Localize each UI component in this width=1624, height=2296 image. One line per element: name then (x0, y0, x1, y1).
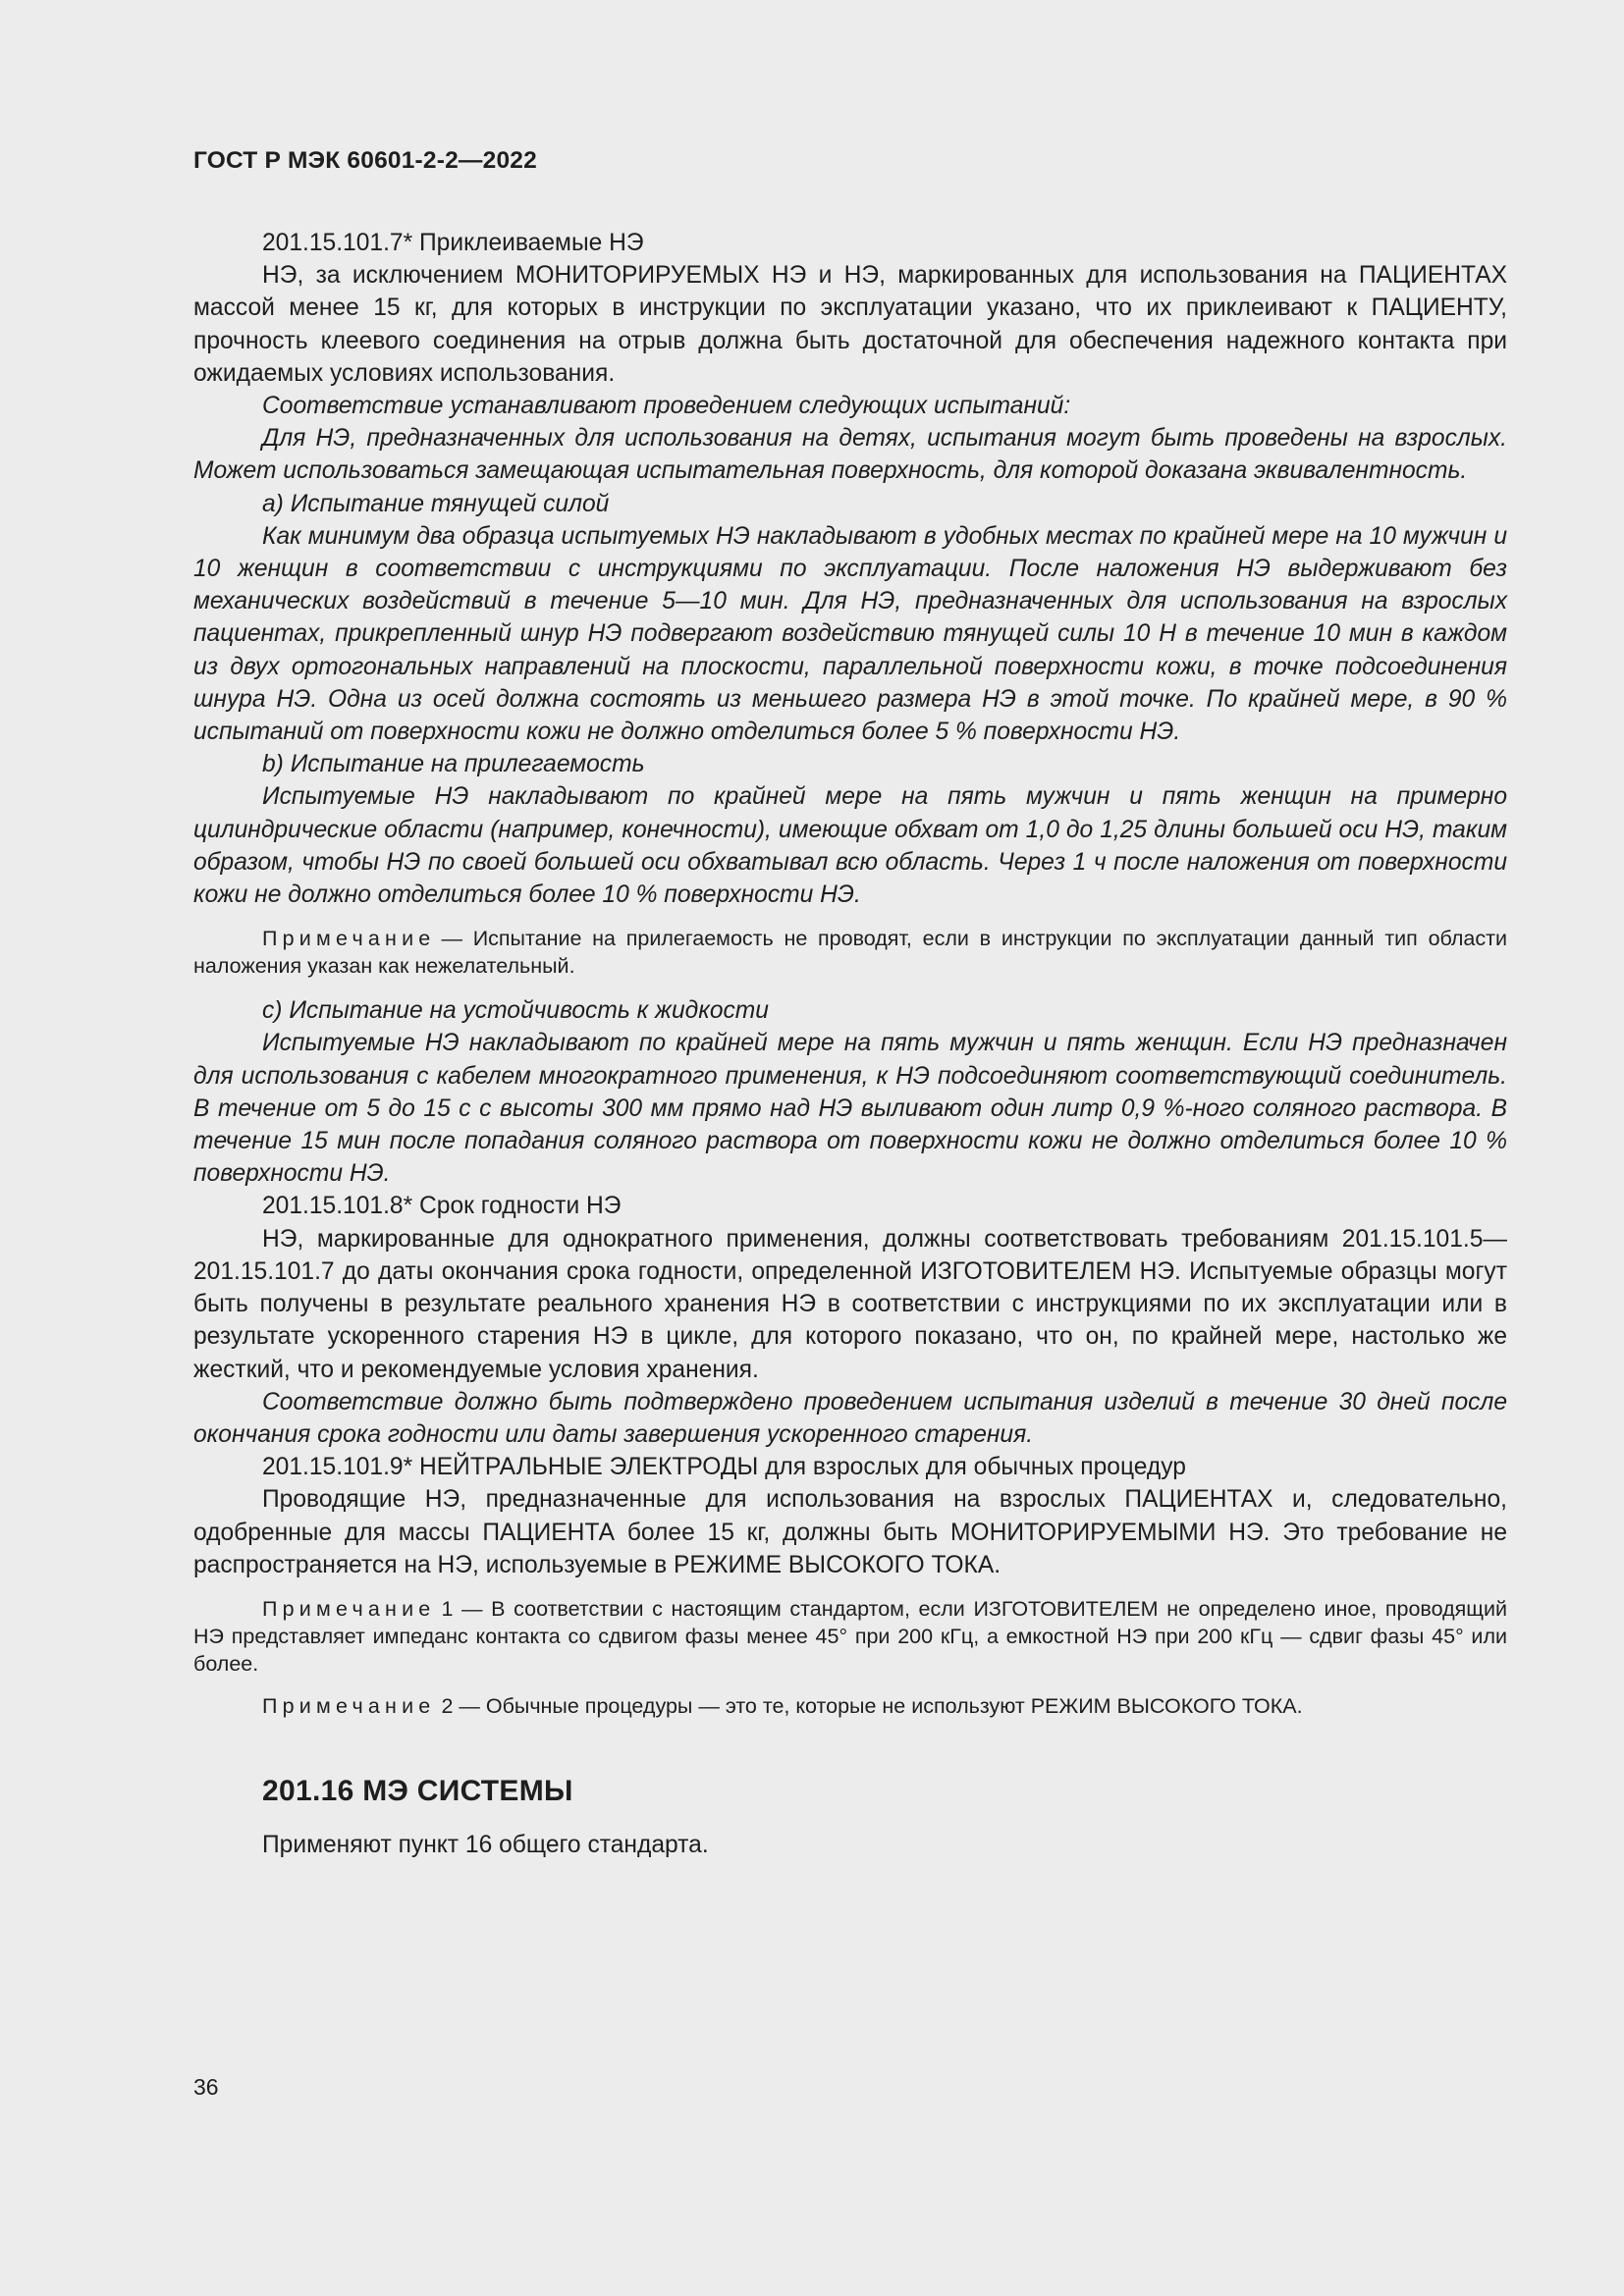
document-body (193, 227, 1507, 1861)
document-header: ГОСТ Р МЭК 60601-2-2—2022 (193, 147, 537, 174)
test-heading: a) Испытание тянущей силой (262, 490, 610, 517)
paragraph-italic: Соответствие должно быть подтверждено проведением испытания изделий в течение 30 дней после окончания срока годности или даты завершения ускоренного старения. (193, 1388, 1507, 1448)
test-heading: b) Испытание на прилегаемость (262, 751, 645, 778)
note (193, 925, 1507, 980)
clause-heading: 201.15.101.9* НЕЙТРАЛЬНЫЕ ЭЛЕКТРОДЫ для взрослых для обычных процедур (262, 1454, 1186, 1481)
note-text: 1 — В соответствии с настоящим стандартом, если ИЗГОТОВИТЕЛЕМ не определено иное, проводящий НЭ представляет импеданс контакта со сдвигом фазы менее 45° при 200 кГц, а емкостной НЭ при 200 кГц — сдвиг фазы 45° или более. (193, 1596, 1507, 1676)
note-label: Примечание (262, 1596, 436, 1621)
note-label: Примечание (262, 1693, 436, 1718)
paragraph-italic: Для НЭ, предназначенных для использования на детях, испытания могут быть проведены на взрослых. Может использоваться замещающая испытательная поверхность, для которой доказана эквивалентность. (193, 425, 1507, 485)
note-label: Примечание (262, 927, 436, 951)
note (193, 1595, 1507, 1678)
note-text: — Испытание на прилегаемость не проводят, если в инструкции по эксплуатации данный тип области наложения указан как нежелательный. (193, 927, 1507, 979)
note-text: 2 — Обычные процедуры — это те, которые не используют РЕЖИМ ВЫСОКОГО ТОКА. (441, 1693, 1303, 1718)
paragraph-italic: Соответствие устанавливают проведением следующих испытаний: (262, 393, 1071, 420)
paragraph-italic: Как минимум два образца испытуемых НЭ накладывают в удобных местах по крайней мере на 10 мужчин и 10 женщин в соответствии с инструкциями по эксплуатации. После наложения НЭ выдерживают без механических воздействий в течение 5—10 мин. Для НЭ, предназначенных для использования на взрослых пациентах, прикрепленный шнур НЭ подвергают воздействию тянущей силы 10 Н в течение 10 мин в каждом из двух ортогональных направлений на плоскости, параллельной поверхности кожи, в точке подсоединения шнура НЭ. Одна из осей должна состоять из меньшего размера НЭ в этой точке. По крайней мере, в 90 % испытаний от поверхности кожи не должно отделиться более 5 % поверхности НЭ. (193, 522, 1507, 746)
note (193, 1692, 1507, 1720)
paragraph: НЭ, за исключением МОНИТОРИРУЕМЫХ НЭ и НЭ, маркированных для использования на ПАЦИЕНТАХ массой менее 15 кг, для которых в инструкции по эксплуатации указано, что их приклеивают к ПАЦИЕНТУ, прочность клеевого соединения на отрыв должна быть достаточной для обеспечения надежного контакта при ожидаемых условиях использования. (193, 262, 1507, 387)
test-heading: c) Испытание на устойчивость к жидкости (262, 997, 769, 1025)
paragraph: Проводящие НЭ, предназначенные для использования на взрослых ПАЦИЕНТАХ и, следовательно, одобренные для массы ПАЦИЕНТА более 15 кг, должны быть МОНИТОРИРУЕМЫМИ НЭ. Это требование не распространяется на НЭ, используемые в РЕЖИМЕ ВЫСОКОГО ТОКА. (193, 1486, 1507, 1578)
paragraph: Применяют пункт 16 общего стандарта. (262, 1832, 709, 1859)
section-title: 201.16 МЭ СИСТЕМЫ (262, 1774, 573, 1807)
paragraph-italic: Испытуемые НЭ накладывают по крайней мере на пять мужчин и пять женщин. Если НЭ предназначен для использования с кабелем многократного применения, к НЭ подсоединяют соответствующий соединитель. В течение от 5 до 15 с с высоты 300 мм прямо над НЭ выливают один литр 0,9 %-ного соляного раствора. В течение 15 мин после попадания соляного раствора от поверхности кожи не должно отделиться более 10 % поверхности НЭ. (193, 1030, 1507, 1188)
clause-heading: 201.15.101.8* Срок годности НЭ (262, 1193, 622, 1220)
clause-heading: 201.15.101.7* Приклеиваемые НЭ (262, 230, 644, 256)
page-number: 36 (193, 2074, 219, 2100)
paragraph-italic: Испытуемые НЭ накладывают по крайней мере на пять мужчин и пять женщин на примерно цилиндрические области (например, конечности), имеющие обхват от 1,0 до 1,25 длины большей оси НЭ, таким образом, чтобы НЭ по своей большей оси обхватывал всю область. Через 1 ч после наложения от поверхности кожи не должно отделиться более 10 % поверхности НЭ. (193, 783, 1507, 909)
paragraph: НЭ, маркированные для однократного применения, должны соответствовать требованиям 201.15.101.5—201.15.101.7 до даты окончания срока годности, определенной ИЗГОТОВИТЕЛЕМ НЭ. Испытуемые образцы могут быть получены в результате реального хранения НЭ в соответствии с инструкциями по их эксплуатации или в результате ускоренного старения НЭ в цикле, для которого показано, что он, по крайней мере, настолько же жесткий, что и рекомендуемые условия хранения. (193, 1225, 1507, 1383)
